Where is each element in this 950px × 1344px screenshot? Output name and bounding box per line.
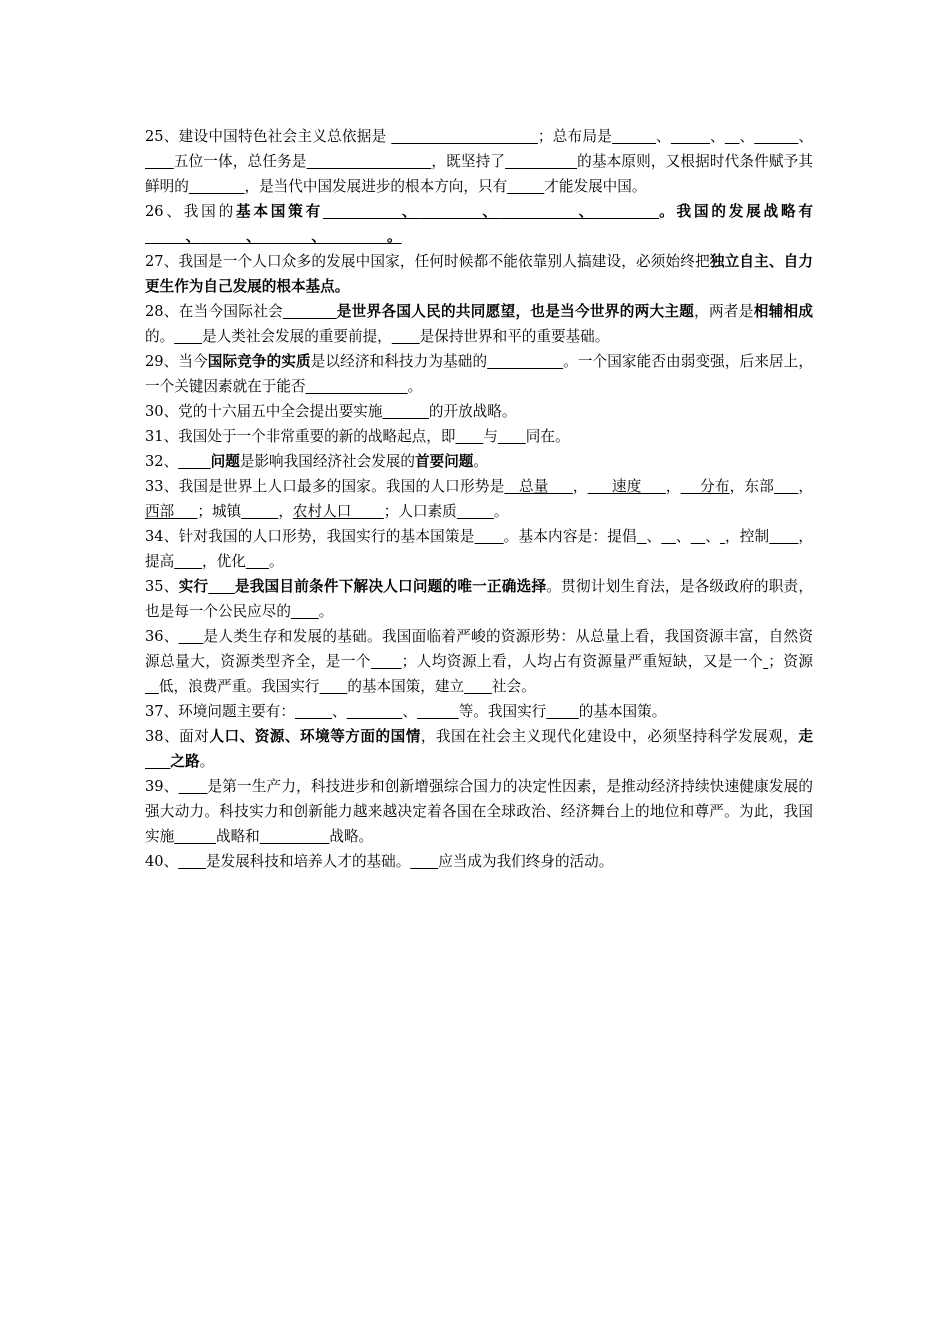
question-text: 的开放战略。 (428, 403, 517, 420)
question-34 (145, 524, 813, 574)
question-text: 是我国目前条件下解决人口问题的唯一正确选择 (234, 578, 547, 595)
answer-blank (596, 203, 659, 220)
question-text: ；城镇 (197, 503, 242, 520)
answer-blank (261, 228, 312, 245)
question-text: 是第一生产力，科技进步和创新增强综合国力的决定性因素，是推动经济持续快速健康发展的强大动力。科技实力和创新能力越来越决定着各国在全球政治、经济舞台上的地位和尊严。为此，我国实施 (145, 778, 813, 845)
answer-blank (178, 453, 210, 470)
answer-blank (769, 528, 798, 545)
question-28 (145, 299, 813, 349)
question-text: 。 (473, 453, 488, 470)
question-text: 等。我国实行 (458, 703, 547, 720)
answer-blank (725, 128, 740, 145)
answer-blank (208, 578, 235, 595)
question-text: 是人类社会发展的重要前提， (202, 328, 392, 345)
question-list (145, 124, 813, 874)
question-text: 的基本国策。 (578, 703, 667, 720)
question-text: 国际竞争的实质 (207, 353, 311, 370)
answer-blank (260, 828, 330, 845)
answer-blank (475, 528, 504, 545)
question-30 (145, 399, 813, 424)
question-text: 低，浪费严重。我国实行 (158, 678, 320, 695)
question-text: 、 (709, 128, 725, 145)
question-text: 问题 (210, 453, 240, 470)
question-text: 39、 (145, 778, 179, 795)
question-text: 战略和 (215, 828, 260, 845)
question-text: 30、党的十六届五中全会提出要实施 (145, 403, 383, 420)
question-text: ；人口素质 (383, 503, 457, 520)
question-text: 的基本原则，又根据时代条件赋予其鲜明的 (145, 153, 813, 195)
answer-blank (637, 528, 647, 545)
question-text: ， (572, 478, 588, 495)
answer-blank (419, 203, 482, 220)
answer-blank: 。 (387, 228, 402, 245)
question-text: 、 (402, 703, 417, 720)
answer-blank (189, 178, 245, 195)
question-text: 同在。 (525, 428, 570, 445)
question-text: ， (798, 478, 813, 495)
question-text: 与 (483, 428, 498, 445)
question-text: 、 (646, 528, 662, 545)
answer-blank (464, 678, 492, 695)
question-text: 基本国策有 (235, 203, 323, 220)
question-text: 首要问题 (415, 453, 474, 470)
question-text: 是世界各国人民的共同愿望，也是当今世界的两大主题 (336, 303, 695, 320)
answer-blank: 速度 (587, 478, 666, 495)
answer-blank: 总量 (504, 478, 573, 495)
question-text: ，控制 (724, 528, 770, 545)
question-25 (145, 124, 813, 199)
answer-blank (391, 128, 538, 145)
question-text: 。 (199, 753, 215, 770)
question-text: 、 (332, 703, 347, 720)
question-text: 独立自主、自力更生作为自己发展的根本基点。 (145, 253, 813, 295)
question-text: 37、环境问题主要有： (145, 703, 295, 720)
answer-blank (145, 678, 159, 695)
question-text: ， (665, 478, 681, 495)
answer-blank (326, 228, 387, 245)
question-text: 。贯彻计划生育法，是各级政府的职责，也是每一个公民应尽的 (145, 578, 813, 620)
answer-blank (500, 203, 579, 220)
question-text: 是影响我国经济社会发展的 (239, 453, 415, 470)
answer-blank (145, 228, 186, 245)
answer-blank: 、 (401, 203, 420, 220)
question-39 (145, 774, 813, 849)
question-text: ，提高 (145, 528, 814, 570)
question-27 (145, 249, 813, 299)
answer-blank (241, 503, 278, 520)
question-text: 应当成为我们终身的活动。 (438, 853, 614, 870)
answer-blank (455, 428, 483, 445)
question-40 (145, 849, 813, 874)
answer-blank: 分布 (680, 478, 730, 495)
question-text: 。 (493, 503, 509, 520)
question-text: 相辅相成 (753, 303, 813, 320)
question-37 (145, 699, 813, 724)
question-text: 。基本内容是：提倡 (503, 528, 637, 545)
question-38 (145, 724, 813, 774)
question-text: 、 (656, 128, 671, 145)
question-text: 是人类生存和发展的基础。我国面临着严峻的资源形势：从总量上看，我国资源丰富，自然资源总量大，资源类型齐全，是一个 (145, 628, 813, 670)
question-text: 实行 (178, 578, 209, 595)
question-text: ；资源 (768, 653, 813, 670)
answer-blank (691, 528, 706, 545)
question-text: 28、在当今国际社会 (145, 303, 283, 320)
question-text: ，既坚持了 (431, 153, 506, 170)
question-36 (145, 624, 813, 699)
answer-blank: 农村人口 (292, 503, 384, 520)
question-33 (145, 474, 813, 524)
question-text: 。一个国家能否由弱变强，后来居上，一个关键因素就在于能否 (145, 353, 813, 395)
answer-blank (145, 153, 174, 170)
answer-blank (295, 703, 332, 720)
question-text: 38、面对 (145, 728, 210, 745)
question-text: 36、 (145, 628, 179, 645)
question-text: ，两者是 (694, 303, 754, 320)
answer-blank (417, 703, 459, 720)
answer-blank (319, 678, 347, 695)
question-text: ；人均资源上看，人均占有资源量严重短缺，又是一个 (401, 653, 764, 670)
question-32 (145, 449, 813, 474)
question-text: 32、 (145, 453, 179, 470)
question-text: 。 (407, 378, 423, 395)
answer-blank (200, 228, 246, 245)
question-text: 33、我国是世界上人口最多的国家。我国的人口形势是 (145, 478, 505, 495)
answer-blank: 、 (311, 228, 327, 245)
answer-blank (174, 328, 202, 345)
answer-blank (347, 703, 403, 720)
question-text: ；总布局是 (537, 128, 613, 145)
answer-blank (174, 553, 202, 570)
question-text: 走 (798, 728, 813, 745)
answer-blank (178, 853, 206, 870)
answer-blank (174, 828, 216, 845)
question-text: 的。 (145, 328, 175, 345)
answer-blank: 、 (578, 203, 597, 220)
answer-blank: 西部 (145, 503, 198, 520)
answer-blank (457, 503, 494, 520)
question-text: 29、当今 (145, 353, 208, 370)
question-text: 、 (739, 128, 755, 145)
question-text: 40、 (145, 853, 179, 870)
question-text: 、 (675, 528, 691, 545)
answer-blank (507, 178, 544, 195)
answer-blank (546, 703, 578, 720)
question-text: 五位一体，总任务是 (173, 153, 307, 170)
question-text: 35、 (145, 578, 179, 595)
question-31 (145, 424, 813, 449)
question-text: 34、针对我国的人口形势，我国实行的基本国策是 (145, 528, 475, 545)
question-text: ，优化 (202, 553, 246, 570)
answer-blank (145, 753, 170, 770)
answer-blank (179, 778, 208, 795)
question-text: 战略。 (329, 828, 374, 845)
question-26 (145, 199, 813, 249)
question-text: 社会。 (491, 678, 536, 695)
answer-blank (382, 403, 428, 420)
question-text: 26、我国的 (145, 203, 236, 220)
answer-blank (498, 428, 526, 445)
question-text: 是保持世界和平的重要基础。 (419, 328, 610, 345)
question-text: 31、我国处于一个非常重要的新的战略起点，即 (145, 428, 456, 445)
answer-blank: 、 (246, 228, 261, 245)
answer-blank (612, 128, 656, 145)
question-35 (145, 574, 813, 624)
question-text: 才能发展中国。 (544, 178, 647, 195)
answer-blank (306, 378, 408, 395)
answer-blank (283, 303, 337, 320)
question-text: 是以经济和科技力为基础的 (310, 353, 488, 370)
answer-blank (291, 603, 319, 620)
answer-blank (392, 328, 420, 345)
question-text: 的基本国策，建立 (347, 678, 465, 695)
answer-blank (487, 353, 563, 370)
question-29 (145, 349, 813, 399)
question-text: ，是当代中国发展进步的根本方向，只有 (244, 178, 508, 195)
answer-blank: 、 (482, 203, 500, 220)
question-text: 。 (318, 603, 334, 620)
answer-blank (671, 128, 710, 145)
answer-blank: 、 (185, 228, 201, 245)
question-text: ， (278, 503, 293, 520)
answer-blank (410, 853, 438, 870)
answer-blank (774, 478, 798, 495)
question-text: 、 (798, 128, 813, 145)
answer-blank (505, 153, 577, 170)
answer-blank (661, 528, 676, 545)
question-text: 人口、资源、环境等方面的国情 (209, 728, 421, 745)
question-text: 。 (269, 553, 284, 570)
question-text: 之路 (170, 753, 200, 770)
question-text: 25、建设中国特色社会主义总依据是 (145, 128, 392, 145)
question-text: 、 (705, 528, 721, 545)
question-text: ，我国在社会主义现代化建设中，必须坚持科学发展观， (420, 728, 799, 745)
answer-blank (371, 653, 402, 670)
answer-blank (323, 203, 402, 220)
question-text: 。我国的发展战略有 (659, 203, 813, 220)
answer-blank (246, 553, 269, 570)
question-text: 27、我国是一个人口众多的发展中国家，任何时候都不能依靠别人搞建设，必须始终把 (145, 253, 710, 270)
answer-blank (307, 153, 432, 170)
question-text: 是发展科技和培养人才的基础。 (206, 853, 411, 870)
answer-blank (179, 628, 204, 645)
question-text: ，东部 (729, 478, 775, 495)
answer-blank (754, 128, 798, 145)
